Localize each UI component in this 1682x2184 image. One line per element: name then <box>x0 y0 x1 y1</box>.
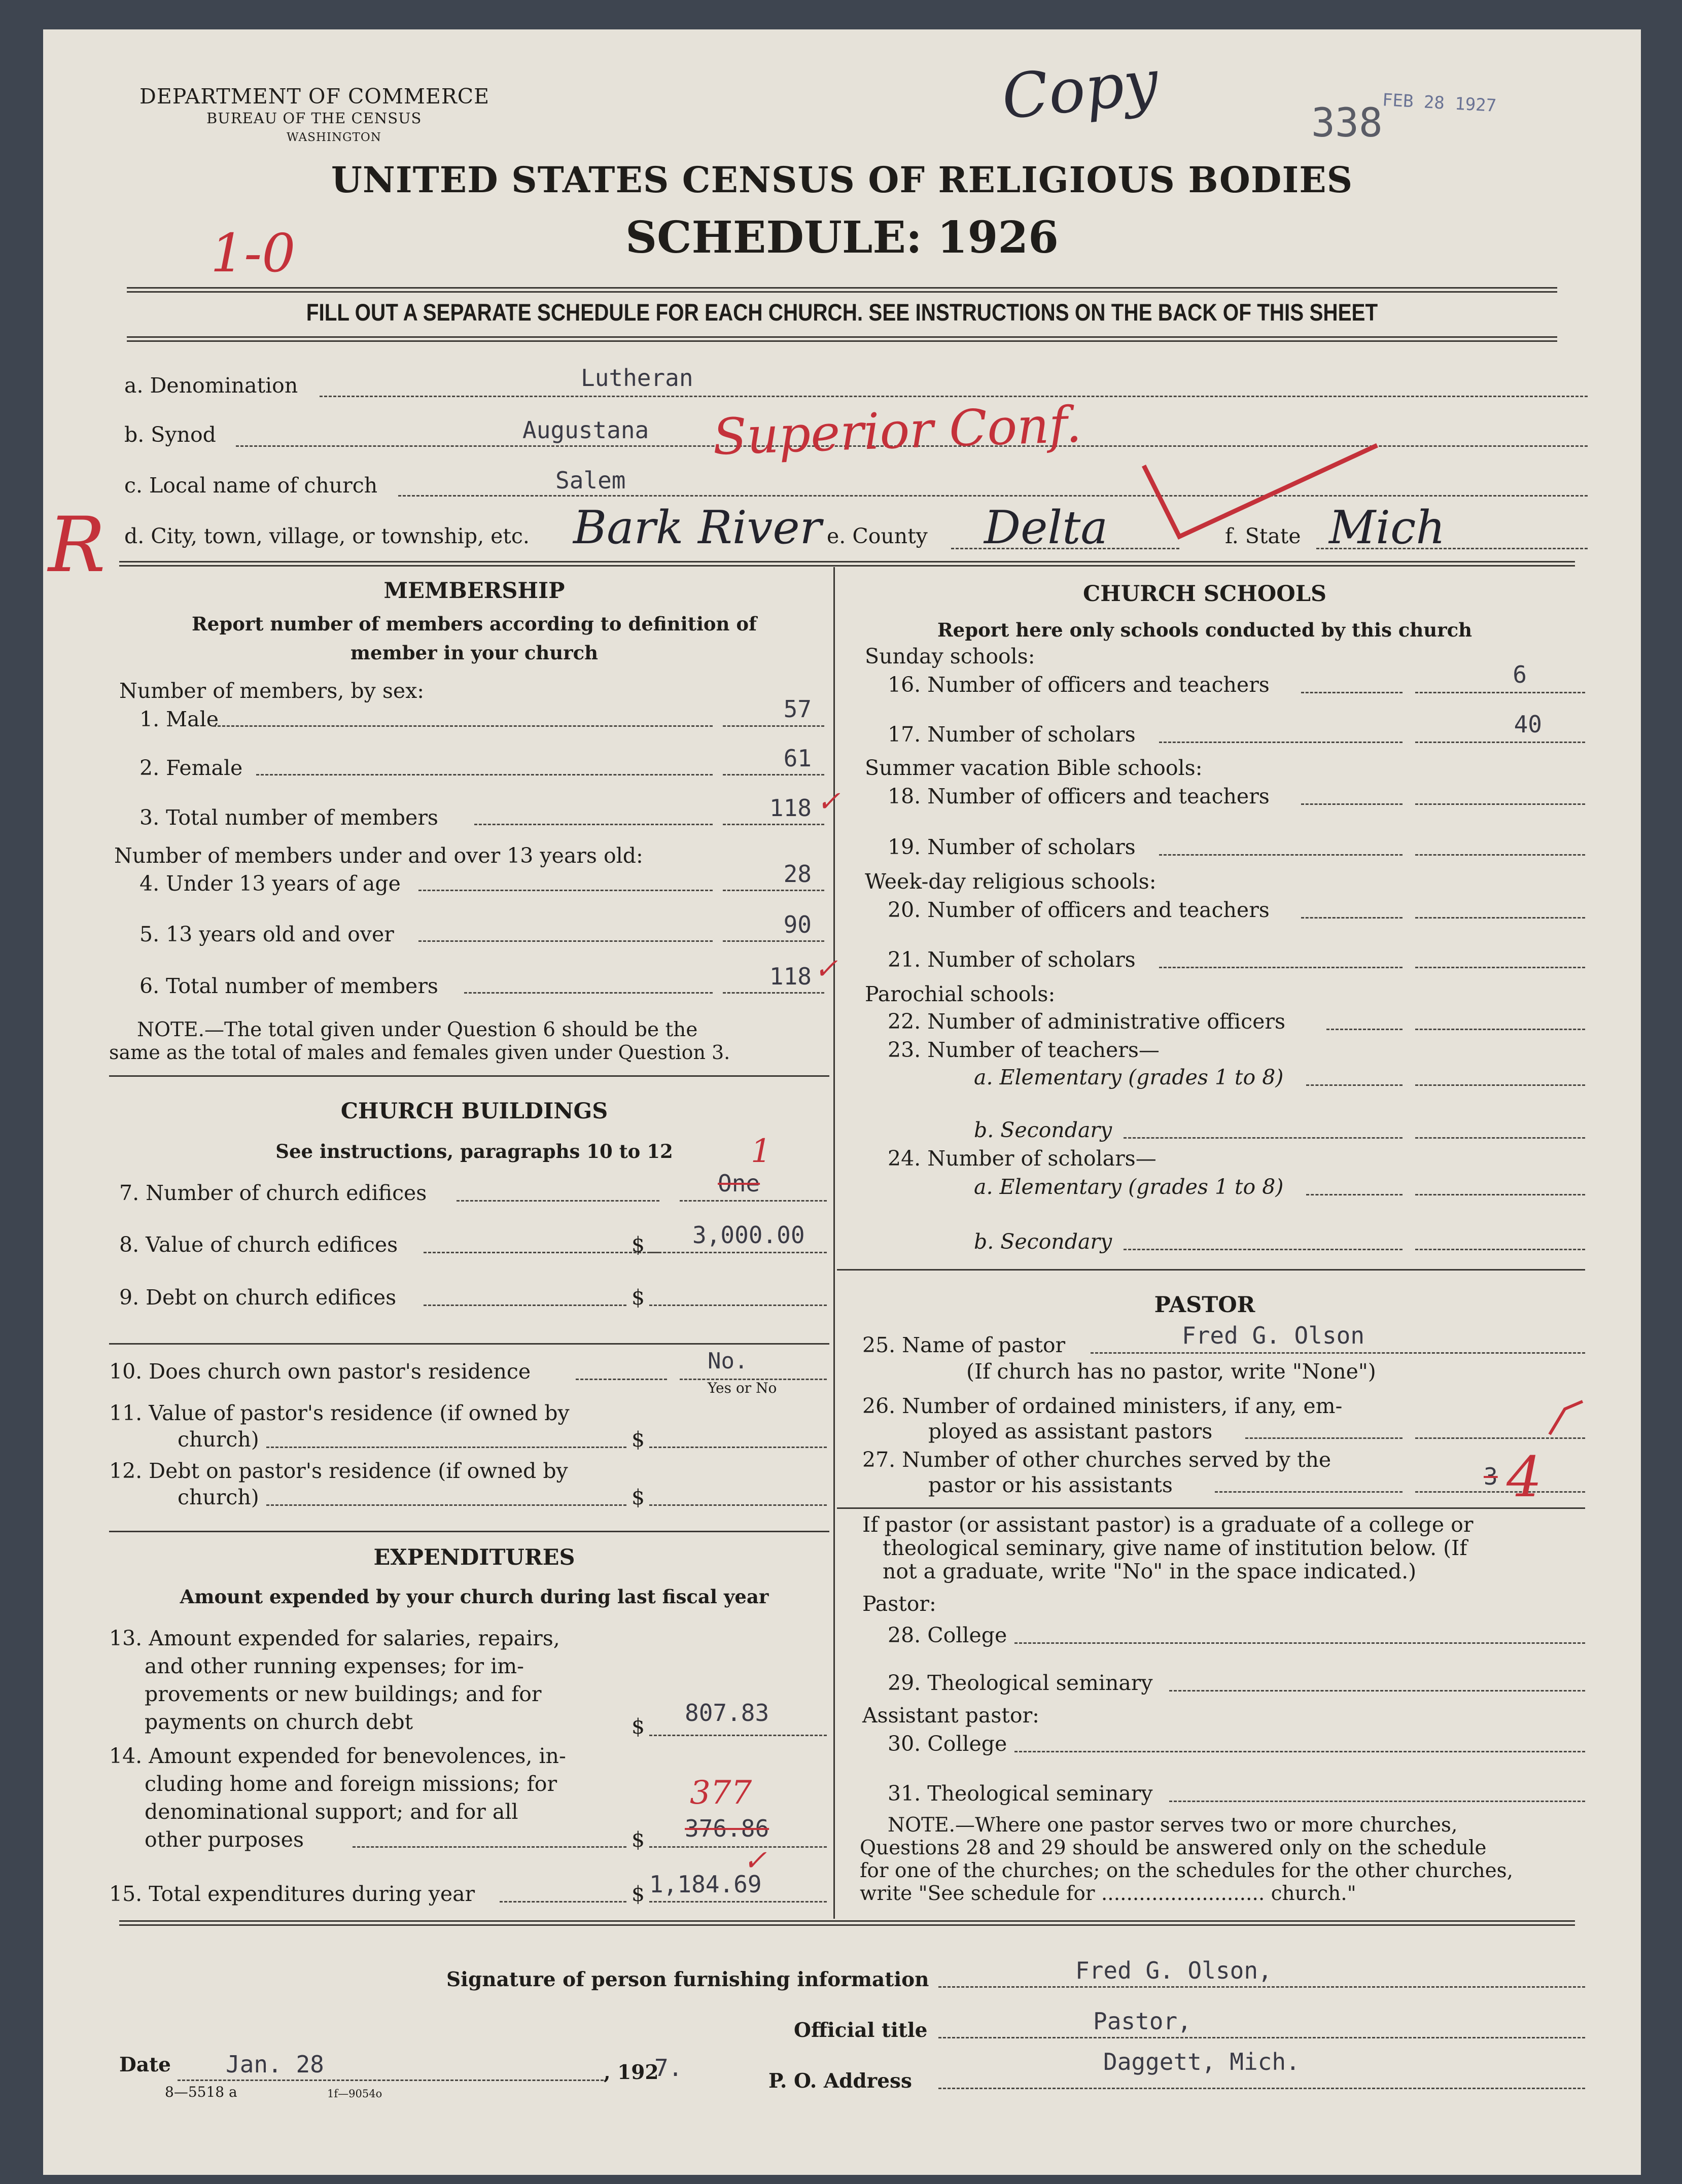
q17-value[interactable]: 40 <box>1514 711 1542 738</box>
year-suffix[interactable]: 7. <box>654 2054 683 2082</box>
buildings-sub: See instructions, paragraphs 10 to 12 <box>275 1140 673 1163</box>
q1-value[interactable]: 57 <box>783 695 812 723</box>
pastor-note-line1: NOTE.—Where one pastor serves two or more churches, <box>888 1814 1458 1837</box>
q13-line2: and other running expenses; for im- <box>145 1654 524 1678</box>
q6-dots <box>464 992 713 994</box>
q17-label: 17. Number of scholars <box>888 722 1136 747</box>
q5-label: 5. 13 years old and over <box>139 922 394 946</box>
age-label: Number of members under and over 13 years old: <box>114 843 643 868</box>
parochial-label: Parochial schools: <box>865 982 1056 1006</box>
grad-line3: not a graduate, write "No" in the space indicated.) <box>883 1559 1417 1583</box>
q12-dollar: $ <box>632 1485 645 1509</box>
q14-line4: other purposes <box>145 1827 304 1852</box>
q10-label: 10. Does church own pastor's residence <box>109 1359 531 1384</box>
q7-value[interactable]: One <box>718 1170 760 1197</box>
q6-label: 6. Total number of members <box>139 974 438 998</box>
by-sex-label: Number of members, by sex: <box>119 679 425 703</box>
q24b-label: b. Secondary <box>974 1229 1112 1254</box>
q27-red-tick <box>1545 1399 1585 1445</box>
q8-value[interactable]: 3,000.00 <box>692 1221 805 1249</box>
county-value[interactable]: Delta <box>984 501 1108 554</box>
q22-answer-line <box>1415 1029 1585 1030</box>
q9-dots <box>424 1305 626 1306</box>
q15-value[interactable]: 1,184.69 <box>649 1871 762 1898</box>
q4-value[interactable]: 28 <box>783 860 812 888</box>
q23a-label: a. Elementary (grades 1 to 8) <box>974 1065 1284 1089</box>
q25-value[interactable]: Fred G. Olson <box>1182 1322 1365 1349</box>
q3-dots <box>474 824 713 825</box>
local-name-value[interactable]: Salem <box>555 467 626 494</box>
q2-label: 2. Female <box>139 756 243 780</box>
banner-bottom-rule <box>127 336 1557 342</box>
q9-label: 9. Debt on church edifices <box>119 1285 397 1310</box>
q14-dots <box>353 1846 626 1848</box>
synod-handwritten: Superior Conf. <box>712 396 1082 467</box>
q8-label: 8. Value of church edifices <box>119 1232 398 1257</box>
pastor-heading: PASTOR <box>1154 1292 1255 1318</box>
denomination-value[interactable]: Lutheran <box>581 364 693 392</box>
q22-dots <box>1326 1029 1403 1030</box>
q11-dollar: $ <box>632 1427 645 1452</box>
schools-sub: Report here only schools conducted by this church <box>937 619 1473 641</box>
membership-note-line1: NOTE.—The total given under Question 6 should be the <box>137 1018 698 1041</box>
q8-dollar: $ <box>632 1232 645 1257</box>
column-divider <box>833 567 835 1919</box>
q11-label-a: 11. Value of pastor's residence (if owned by <box>109 1401 570 1425</box>
q7-dots <box>457 1200 659 1202</box>
q28-label: 28. College <box>888 1623 1007 1647</box>
q31-line <box>1169 1801 1585 1802</box>
q4-answer-line <box>723 890 824 891</box>
q27-answer-line <box>1415 1491 1585 1493</box>
q20-label: 20. Number of officers and teachers <box>888 898 1270 922</box>
signature-line <box>938 1986 1585 1988</box>
q19-answer-line <box>1415 854 1585 856</box>
buildings-mid-rule <box>109 1343 829 1345</box>
q24b-dots <box>1124 1249 1403 1250</box>
q25-label: 25. Name of pastor <box>862 1333 1066 1357</box>
q28-line <box>1014 1642 1585 1644</box>
q26-label-b: ployed as assistant pastors <box>928 1419 1213 1443</box>
q13-answer-line <box>649 1735 827 1736</box>
state-label: f. State <box>1225 524 1301 548</box>
q18-dots <box>1301 803 1403 805</box>
q14-line1: 14. Amount expended for benevolences, in- <box>109 1744 566 1768</box>
q6-check: ✓ <box>814 953 838 985</box>
q19-dots <box>1159 854 1403 856</box>
q4-dots <box>418 890 713 891</box>
q10-dots <box>576 1379 667 1380</box>
q2-dots <box>256 774 713 776</box>
q8-dots <box>424 1252 659 1253</box>
q3-answer-line <box>723 824 824 825</box>
q16-value[interactable]: 6 <box>1513 661 1527 688</box>
membership-bottom-rule <box>109 1075 829 1077</box>
q1-answer-line <box>723 725 824 727</box>
membership-note-line2: same as the total of males and females given under Question 3. <box>109 1041 730 1064</box>
q11-dots <box>266 1447 626 1448</box>
print-code: 1f—9054o <box>327 2088 382 2100</box>
q13-value[interactable]: 807.83 <box>685 1699 769 1727</box>
sunday-label: Sunday schools: <box>865 644 1035 668</box>
pastor-mid-rule <box>837 1507 1585 1509</box>
city-label: d. City, town, village, or township, etc. <box>124 524 530 548</box>
q3-check: ✓ <box>817 785 840 818</box>
denomination-line <box>320 396 1588 397</box>
q12-label-a: 12. Debt on pastor's residence (if owned by <box>109 1459 568 1483</box>
q24-label: 24. Number of scholars— <box>888 1146 1157 1171</box>
q18-answer-line <box>1415 803 1585 805</box>
membership-sub2: member in your church <box>350 642 599 664</box>
copy-handwritten-note: Copy <box>998 47 1162 133</box>
q25-line <box>1091 1352 1585 1354</box>
q7-answer-line <box>680 1200 827 1202</box>
q15-label: 15. Total expenditures during year <box>109 1882 475 1906</box>
q14-value[interactable]: 376.86 <box>685 1815 769 1842</box>
q12-dots <box>266 1504 626 1506</box>
q20-answer-line <box>1415 917 1585 919</box>
q14-dollar: $ <box>632 1827 645 1852</box>
county-label: e. County <box>827 524 928 548</box>
banner-top-rule <box>127 287 1557 293</box>
q6-value[interactable]: 118 <box>769 963 812 990</box>
city-value[interactable]: Bark River <box>573 501 822 554</box>
q13-line3: provements or new buildings; and for <box>145 1682 542 1706</box>
q24a-dots <box>1306 1194 1403 1195</box>
section-divider-bottom <box>119 1920 1575 1926</box>
q23b-answer-line <box>1415 1137 1585 1139</box>
census-schedule-sheet <box>43 29 1641 2175</box>
expenditures-sub: Amount expended by your church during last fiscal year <box>180 1586 769 1608</box>
pastor-note-line3: for one of the churches; on the schedules for the other churches, <box>860 1859 1514 1882</box>
q23b-dots <box>1124 1137 1403 1139</box>
q20-dots <box>1301 917 1403 919</box>
q8-answer-line <box>649 1252 827 1253</box>
q14-line3: denominational support; and for all <box>145 1800 518 1824</box>
q3-value[interactable]: 118 <box>769 794 812 822</box>
q25-hint: (If church has no pastor, write "None") <box>966 1359 1376 1384</box>
q12-label-b: church) <box>178 1485 259 1509</box>
q14-line2: cluding home and foreign missions; for <box>145 1772 557 1796</box>
q15-dollar: $ <box>632 1882 645 1906</box>
q13-dollar: $ <box>632 1714 645 1739</box>
q23a-answer-line <box>1415 1084 1585 1086</box>
q18-label: 18. Number of officers and teachers <box>888 784 1270 808</box>
q23a-dots <box>1306 1084 1403 1086</box>
q29-label: 29. Theological seminary <box>888 1671 1153 1695</box>
official-title-line <box>938 2037 1585 2038</box>
q21-dots <box>1159 967 1403 968</box>
summer-label: Summer vacation Bible schools: <box>865 756 1203 780</box>
q11-answer-line <box>649 1447 827 1448</box>
q17-dots <box>1159 742 1403 743</box>
official-title-value[interactable]: Pastor, <box>1093 2007 1192 2035</box>
form-title: UNITED STATES CENSUS OF RELIGIOUS BODIES <box>331 159 1353 201</box>
section-divider-top <box>119 561 1575 567</box>
q7-label: 7. Number of church edifices <box>119 1181 427 1205</box>
q10-hint: Yes or No <box>708 1380 777 1396</box>
signature-value[interactable]: Fred G. Olson, <box>1075 1957 1272 1984</box>
q13-line1: 13. Amount expended for salaries, repairs, <box>109 1626 560 1650</box>
q21-label: 21. Number of scholars <box>888 947 1136 972</box>
q22-label: 22. Number of administrative officers <box>888 1009 1286 1034</box>
q29-line <box>1169 1690 1585 1692</box>
q24a-answer-line <box>1415 1194 1585 1195</box>
address-label: P. O. Address <box>768 2069 912 2093</box>
q27-dots <box>1215 1491 1403 1493</box>
serial-number-stamp: 338 <box>1311 100 1383 146</box>
q27-label-b: pastor or his assistants <box>928 1473 1173 1497</box>
state-value[interactable]: Mich <box>1329 501 1446 554</box>
q1-label: 1. Male <box>139 707 219 731</box>
date-line <box>178 2080 604 2081</box>
buildings-bottom-rule <box>109 1531 829 1532</box>
year-prefix: , 192 <box>604 2061 659 2084</box>
q16-dots <box>1301 692 1403 693</box>
q21-answer-line <box>1415 967 1585 968</box>
official-title-label: Official title <box>794 2019 928 2042</box>
q11-label-b: church) <box>178 1427 259 1452</box>
q23b-label: b. Secondary <box>974 1118 1112 1142</box>
q26-label-a: 26. Number of ordained ministers, if any, em- <box>862 1394 1343 1418</box>
synod-label: b. Synod <box>124 422 216 447</box>
q5-answer-line <box>723 940 824 942</box>
q5-dots <box>418 940 713 942</box>
q16-label: 16. Number of officers and teachers <box>888 673 1270 697</box>
weekday-label: Week-day religious schools: <box>865 869 1157 894</box>
q27-label-a: 27. Number of other churches served by the <box>862 1448 1331 1472</box>
date-value[interactable]: Jan. 28 <box>226 2051 324 2078</box>
q9-answer-line <box>649 1305 827 1306</box>
q13-line4: payments on church debt <box>145 1710 413 1734</box>
form-number: 8—5518 a <box>165 2084 237 2100</box>
membership-sub1: Report number of members according to definition of <box>192 613 757 635</box>
margin-r-mark: R <box>48 501 106 589</box>
local-name-label: c. Local name of church <box>124 473 378 498</box>
department-line: DEPARTMENT OF COMMERCE <box>139 84 490 109</box>
assistant-sublabel: Assistant pastor: <box>862 1703 1039 1728</box>
q15-check: ✓ <box>743 1844 767 1877</box>
form-subtitle: SCHEDULE: 1926 <box>625 212 1059 263</box>
local-name-line <box>398 495 1588 497</box>
q27-value[interactable]: 3 <box>1484 1463 1498 1490</box>
red-check-mark <box>1134 435 1387 567</box>
q9-dollar: $ <box>632 1285 645 1310</box>
membership-heading: MEMBERSHIP <box>383 578 565 604</box>
q16-answer-line <box>1415 692 1585 693</box>
expenditures-heading: EXPENDITURES <box>373 1545 575 1570</box>
pastor-note-line2: Questions 28 and 29 should be answered only on the schedule <box>860 1837 1487 1859</box>
corner-handwritten-mark: 1-0 <box>211 222 296 284</box>
city-line: WASHINGTON <box>287 131 381 144</box>
q23-label: 23. Number of teachers— <box>888 1038 1160 1062</box>
q26-dots <box>1245 1437 1403 1439</box>
q15-answer-line <box>649 1901 827 1903</box>
q30-label: 30. College <box>888 1732 1007 1756</box>
q27-correction: 4 <box>1506 1445 1542 1509</box>
schools-heading: CHURCH SCHOOLS <box>1082 581 1326 607</box>
instruction-banner: FILL OUT A SEPARATE SCHEDULE FOR EACH CHURCH. SEE INSTRUCTIONS ON THE BACK OF THIS SHEET <box>306 299 1378 326</box>
denomination-label: a. Denomination <box>124 373 298 398</box>
date-label: Date <box>119 2053 171 2076</box>
q4-label: 4. Under 13 years of age <box>139 871 401 896</box>
bureau-line: BUREAU OF THE CENSUS <box>206 110 422 127</box>
signature-label: Signature of person furnishing information <box>446 1968 929 1991</box>
q7-correction: 1 <box>751 1133 772 1170</box>
q3-label: 3. Total number of members <box>139 805 438 830</box>
q24b-answer-line <box>1415 1249 1585 1250</box>
pastor-sublabel: Pastor: <box>862 1592 936 1616</box>
q2-value[interactable]: 61 <box>783 745 812 772</box>
q17-answer-line <box>1415 742 1585 743</box>
q5-value[interactable]: 90 <box>783 911 812 938</box>
schools-bottom-rule <box>837 1269 1585 1271</box>
q14-correction: 377 <box>690 1774 752 1812</box>
q2-answer-line <box>723 774 824 776</box>
address-line <box>938 2088 1585 2089</box>
q31-label: 31. Theological seminary <box>888 1781 1153 1806</box>
q14-answer-line <box>649 1846 827 1848</box>
q15-dots <box>500 1901 626 1903</box>
synod-value[interactable]: Augustana <box>522 416 649 444</box>
pastor-note-line4: write "See schedule for .......................... church." <box>860 1882 1356 1905</box>
buildings-heading: CHURCH BUILDINGS <box>340 1099 608 1124</box>
q19-label: 19. Number of scholars <box>888 835 1136 859</box>
q6-answer-line <box>723 992 824 994</box>
address-value[interactable]: Daggett, Mich. <box>1103 2048 1300 2075</box>
received-date-stamp: FEB 28 1927 <box>1382 90 1497 116</box>
grad-line2: theological seminary, give name of institution below. (If <box>883 1536 1467 1560</box>
q12-answer-line <box>649 1504 827 1506</box>
q30-line <box>1014 1751 1585 1752</box>
grad-line1: If pastor (or assistant pastor) is a graduate of a college or <box>862 1512 1474 1537</box>
q10-value[interactable]: No. <box>708 1348 748 1374</box>
q24a-label: a. Elementary (grades 1 to 8) <box>974 1175 1284 1199</box>
q1-dots <box>213 725 713 727</box>
